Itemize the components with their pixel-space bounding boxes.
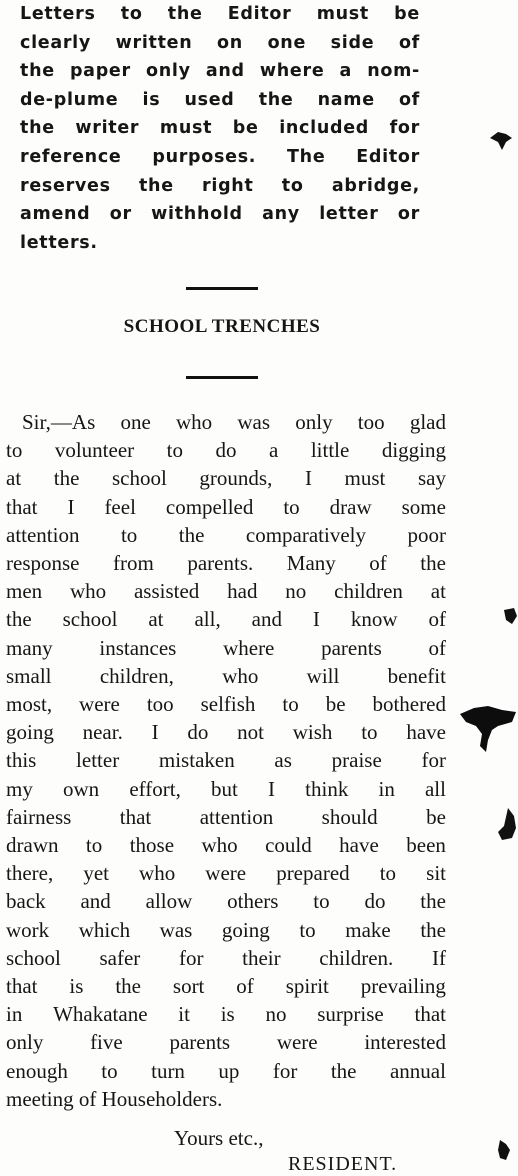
headline-rule-bottom bbox=[186, 376, 258, 379]
text-line: the paper only and where a nom- bbox=[20, 61, 420, 82]
headline: SCHOOL TRENCHES bbox=[123, 316, 321, 337]
ink-blot bbox=[458, 700, 518, 756]
letter-body bbox=[6, 408, 446, 1113]
text-line: letters. bbox=[20, 232, 98, 253]
text-line: school safer for their children. If bbox=[6, 945, 446, 970]
ink-speck bbox=[494, 806, 518, 842]
letter-signature: RESIDENT. bbox=[288, 1153, 398, 1175]
text-line: de-plume is used the name of bbox=[20, 89, 420, 110]
text-line: in Whakatane it is no surprise that bbox=[6, 1002, 446, 1027]
text-line: clearly written on one side of bbox=[20, 32, 420, 53]
ink-speck bbox=[486, 124, 516, 154]
ink-speck bbox=[502, 606, 518, 626]
text-line: at the school grounds, I must say bbox=[6, 466, 446, 491]
text-line: drawn to those who could have been bbox=[6, 833, 446, 858]
text-line: many instances where parents of bbox=[6, 635, 446, 660]
headline-rule-top bbox=[186, 287, 258, 290]
text-line: only five parents were interested bbox=[6, 1030, 446, 1055]
text-line: this letter mistaken as praise for bbox=[6, 748, 446, 773]
letter-signoff: Yours etc., bbox=[174, 1126, 264, 1150]
text-line: there, yet who were prepared to sit bbox=[6, 861, 446, 886]
text-line: going near. I do not wish to have bbox=[6, 720, 446, 745]
ink-speck bbox=[494, 1138, 514, 1164]
editor-note bbox=[20, 0, 420, 257]
text-line: small children, who will benefit bbox=[6, 663, 446, 688]
text-line: that I feel compelled to draw some bbox=[6, 494, 446, 519]
text-line: most, were too selfish to be bothered bbox=[6, 692, 446, 717]
text-line: response from parents. Many of the bbox=[6, 551, 446, 576]
text-line: attention to the comparatively poor bbox=[6, 522, 446, 547]
text-line: men who assisted had no children at bbox=[6, 579, 446, 604]
text-line: Letters to the Editor must be bbox=[20, 4, 420, 24]
text-line: amend or withhold any letter or bbox=[20, 204, 420, 225]
text-line: Sir,—As one who was only too glad bbox=[22, 410, 446, 434]
text-line: my own effort, but I think in all bbox=[6, 776, 446, 801]
text-line: to volunteer to do a little digging bbox=[6, 438, 446, 463]
text-line: reference purposes. The Editor bbox=[20, 146, 420, 167]
text-line: back and allow others to do the bbox=[6, 889, 446, 914]
text-line: work which was going to make the bbox=[6, 917, 446, 942]
text-line: enough to turn up for the annual bbox=[6, 1058, 446, 1083]
text-line: fairness that attention should be bbox=[6, 804, 446, 829]
text-line: that is the sort of spirit prevailing bbox=[6, 974, 446, 999]
text-line: the school at all, and I know of bbox=[6, 607, 446, 632]
text-line: the writer must be included for bbox=[20, 118, 420, 139]
text-line: reserves the right to abridge, bbox=[20, 175, 420, 196]
text-line: meeting of Householders. bbox=[6, 1086, 223, 1111]
